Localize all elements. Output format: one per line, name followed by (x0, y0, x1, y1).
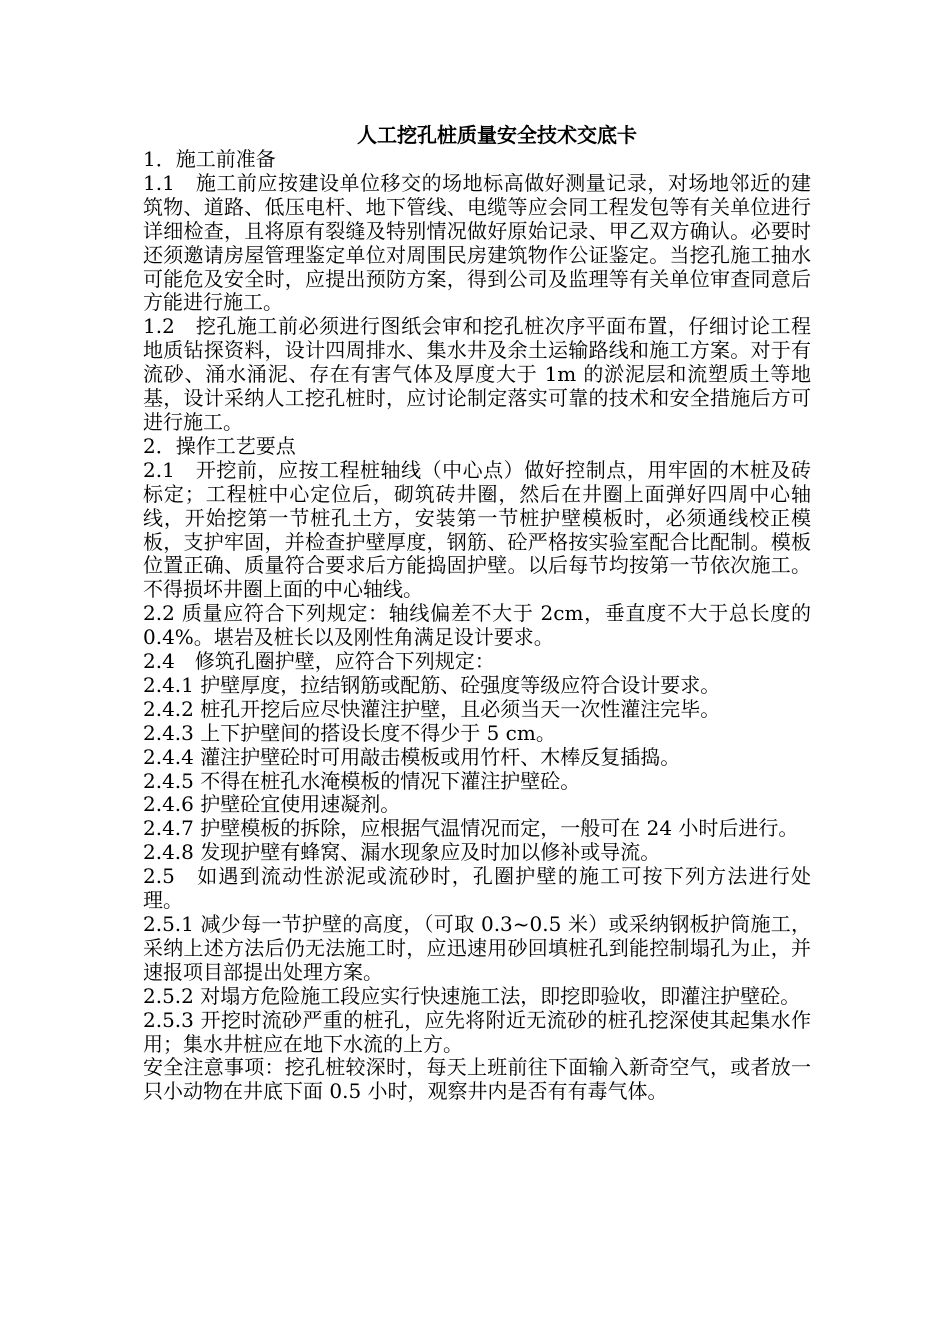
paragraph: 2.4 修筑孔圈护壁，应符合下列规定： (143, 649, 495, 674)
paragraph: 2.4.2 桩孔开挖后应尽快灌注护壁，且必须当天一次性灌注完毕。 (143, 696, 721, 721)
paragraph: 1.1 施工前应按建设单位移交的场地标高做好测量记录，对场地邻近的建筑物、道路、低压电杆、地下管线、电缆等应会同工程发包等有关单位进行详细检查，且将原有裂缝及特别情况做好原始记录、甲乙双方确认。必要时还须邀请房屋管理鉴定单位对周围民房建筑物作公证鉴定。当挖孔施工抽水可能危及安全时，应提出预防方案，得到公司及监理等有关单位审查同意后方能进行施工。 (143, 170, 811, 315)
paragraph: 1.2 挖孔施工前必须进行图纸会审和挖孔桩次序平面布置，仔细讨论工程地质钻探资料，设计四周排水、集水井及余土运输路线和施工方案。对于有流砂、涌水涌泥、存在有害气体及厚度大于 1m 的淤泥层和流塑质土等地基，设计采纳人工挖孔桩时，应讨论制定落实可靠的技术和安全措施后方可进行施工。 (143, 314, 811, 434)
paragraph: 2.4.7 护壁模板的拆除，应根据气温情况而定，一般可在 24 小时后进行。 (143, 816, 799, 841)
paragraph: 2.4.3 上下护壁间的搭设长度不得少于 5 cm。 (143, 720, 556, 745)
paragraph: 2.4.8 发现护壁有蜂窝、漏水现象应及时加以修补或导流。 (143, 840, 661, 865)
paragraph: 安全注意事项：挖孔桩较深时，每天上班前往下面输入新奇空气，或者放一只小动物在井底下面 0.5 小时，观察井内是否有有毒气体。 (143, 1055, 811, 1104)
paragraph: 2.4.1 护壁厚度，拉结钢筋或配筋、砼强度等级应符合设计要求。 (143, 672, 721, 697)
paragraph: 2.2 质量应符合下列规定：轴线偏差不大于 2cm，垂直度不大于总长度的 0.4%。堪岩及桩长以及刚性角满足设计要求。 (143, 601, 811, 650)
paragraph: 2.4.4 灌注护壁砼时可用敲击模板或用竹杆、木棒反复插捣。 (143, 744, 681, 769)
document-title: 人工挖孔桩质量安全技术交底卡 (357, 123, 637, 147)
paragraph: 2.5.2 对塌方危险施工段应实行快速施工法，即挖即验收，即灌注护壁砼。 (143, 983, 801, 1008)
paragraph: 2.5.3 开挖时流砂严重的桩孔，应先将附近无流砂的桩孔挖深使其起集水作用；集水井桩应在地下水流的上方。 (143, 1007, 811, 1056)
document-body (143, 122, 811, 1104)
paragraph: 2.4.6 护壁砼宜使用速凝剂。 (143, 792, 401, 817)
paragraph: 2.1 开挖前，应按工程桩轴线（中心点）做好控制点，用牢固的木桩及砖标定；工程桩中心定位后，砌筑砖井圈，然后在井圈上面弹好四周中心轴线，开始挖第一节桩孔土方，安装第一节桩护壁模板时，必须通线校正模板，支护牢固，并检查护壁厚度，钢筋、砼严格按实验室配合比配制。模板位置正确、质量符合要求后方能捣固护壁。以后每节均按第一节依次施工。不得损坏井圈上面的中心轴线。 (143, 457, 811, 602)
paragraph-list (143, 148, 811, 1104)
section-heading: 1．施工前准备 (143, 147, 276, 171)
paragraph: 2.4.5 不得在桩孔水淹模板的情况下灌注护壁砼。 (143, 768, 581, 793)
paragraph: 2.5.1 减少每一节护壁的高度，（可取 0.3~0.5 米）或采纳钢板护筒施工，采纳上述方法后仍无法施工时，应迅速用砂回填桩孔到能控制塌孔为止，并速报项目部提出处理方案。 (143, 912, 811, 984)
paragraph: 2.5 如遇到流动性淤泥或流砂时，孔圈护壁的施工可按下列方法进行处理。 (143, 864, 811, 913)
section-heading: 2．操作工艺要点 (143, 433, 296, 458)
